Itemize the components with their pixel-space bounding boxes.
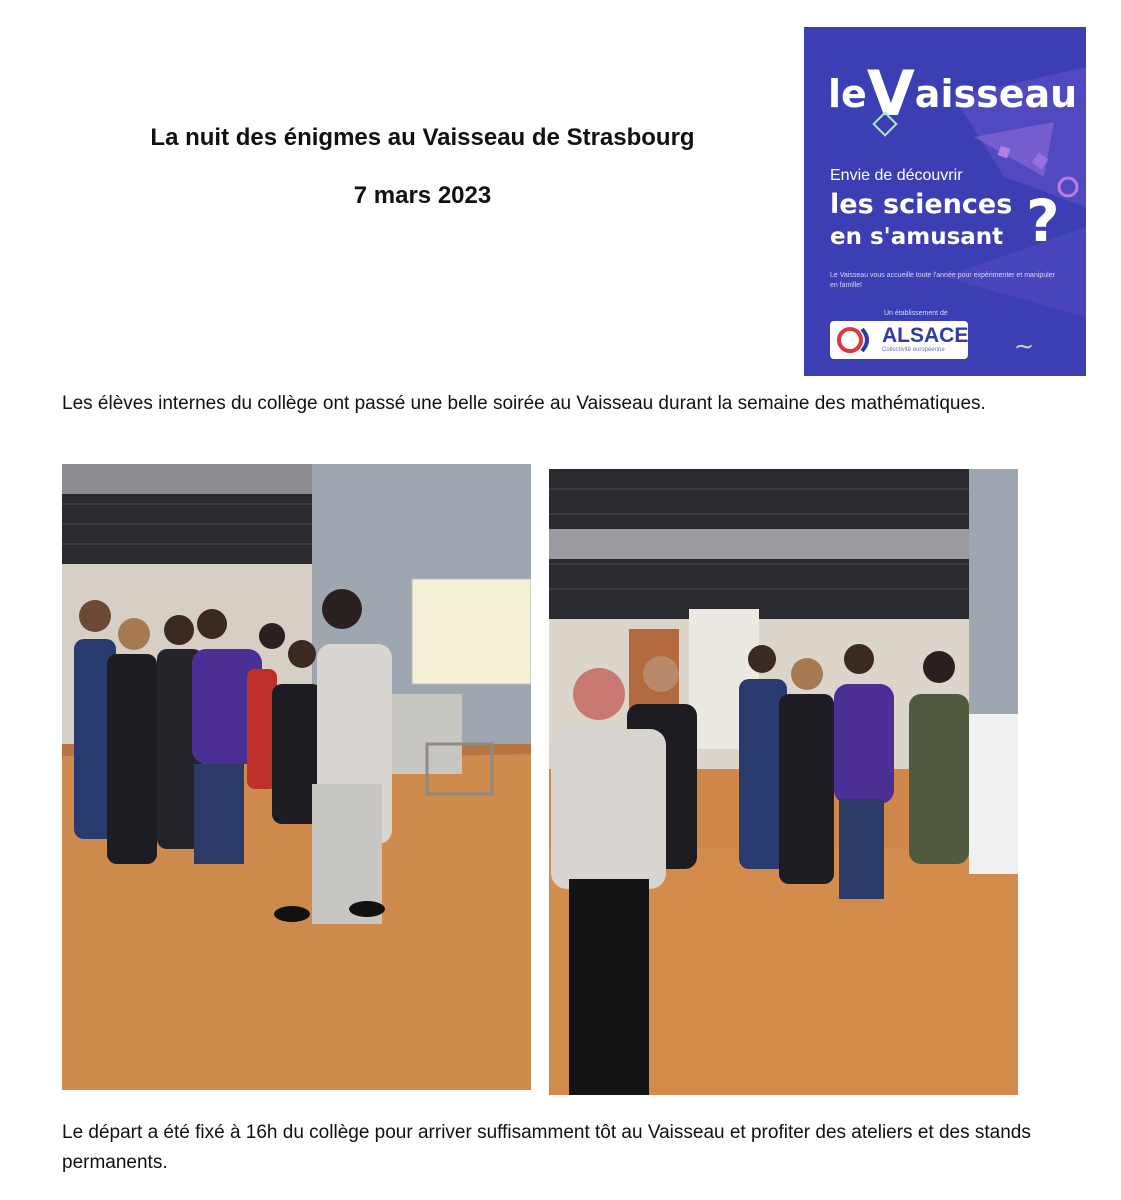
- intro-paragraph: Les élèves internes du collège ont passé une belle soirée au Vaisseau durant la semaine des mathématiques.: [62, 393, 986, 414]
- vaisseau-logo: [828, 49, 1078, 130]
- logo-le: le: [828, 72, 867, 116]
- vaisseau-poster: [804, 27, 1086, 376]
- page-title: La nuit des énigmes au Vaisseau de Strasbourg: [150, 124, 695, 151]
- alsace-sub: Collectivité européenne: [882, 347, 945, 353]
- alsace-badge: [830, 321, 968, 359]
- group-photo-1: [62, 464, 531, 1090]
- logo-rest: aisseau: [914, 72, 1078, 116]
- poster-small-text: Le Vaisseau vous accueille toute l'année pour expérimenter et manipuler en famille!: [830, 272, 1055, 289]
- squiggle-icon: ∼: [1014, 333, 1035, 360]
- departure-paragraph: Le départ a été fixé à 16h du collège pour arriver suffisamment tôt au Vaisseau et profiter des ateliers et des stands permanents.: [62, 1122, 1031, 1173]
- alsace-logo-icon: [834, 321, 880, 359]
- question-mark-icon: ?: [1026, 187, 1060, 255]
- logo-v: V: [866, 57, 915, 130]
- poster-line-3: en s'amusant: [830, 224, 1004, 250]
- event-date: 7 mars 2023: [353, 182, 492, 209]
- poster-line-2: les sciences: [830, 189, 1013, 220]
- group-photo-2: [549, 469, 1018, 1095]
- poster-line-1: Envie de découvrir: [830, 167, 963, 184]
- alsace-name: ALSACE: [882, 324, 969, 347]
- poster-establishment: Un établissement de: [884, 310, 948, 317]
